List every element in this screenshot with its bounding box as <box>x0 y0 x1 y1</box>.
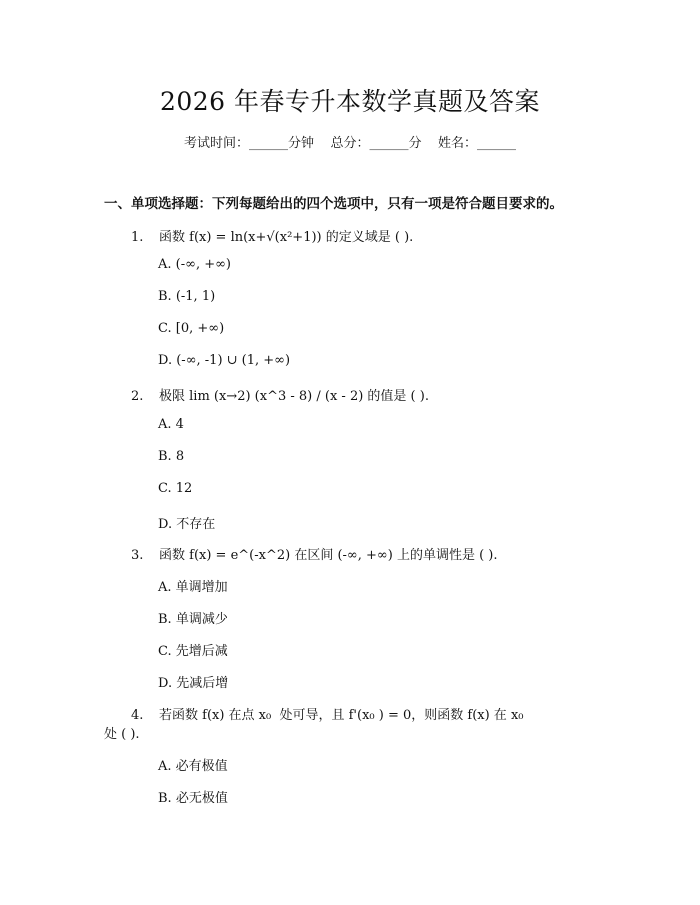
question-text-continuation: 处 ( ). <box>104 727 140 742</box>
option-a: A. 必有极值 <box>158 759 228 774</box>
page-title: 2026 年春专升本数学真题及答案 <box>159 87 541 116</box>
option-b: B. 8 <box>158 449 185 464</box>
option-a: A. (-∞, +∞) <box>158 257 232 272</box>
question-4 <box>131 704 523 723</box>
question-number: 4. <box>131 708 144 723</box>
question-number: 3. <box>131 548 144 563</box>
question-2 <box>131 385 429 404</box>
option-a: A. 4 <box>158 417 184 432</box>
exam-meta-line: 考试时间：______分钟 总分：______分 姓名：______ <box>183 136 517 151</box>
question-text: 函数 f(x) = e^(-x^2) 在区间 (-∞, +∞) 上的单调性是 ( ). <box>159 548 498 563</box>
option-d: D. 先减后增 <box>158 676 229 691</box>
question-1 <box>131 226 413 245</box>
option-a: A. 单调增加 <box>158 580 228 595</box>
option-d: D. 不存在 <box>158 517 216 532</box>
option-c: C. 12 <box>158 481 193 496</box>
section-heading: 一、单项选择题：下列每题给出的四个选项中，只有一项是符合题目要求的。 <box>104 196 563 212</box>
question-text: 函数 f(x) = ln(x+√(x²+1)) 的定义域是 ( ). <box>159 230 414 245</box>
question-3 <box>131 544 497 563</box>
question-text: 若函数 f(x) 在点 x₀ 处可导，且 f'(x₀ ) = 0，则函数 f(x) 在 x₀ <box>159 708 524 723</box>
option-c: C. [0, +∞) <box>158 321 225 336</box>
option-d: D. (-∞, -1) ∪ (1, +∞) <box>158 353 291 368</box>
question-text: 极限 lim (x→2) (x^3 - 8) / (x - 2) 的值是 ( ). <box>159 389 429 404</box>
option-b: B. 必无极值 <box>158 791 228 806</box>
question-number: 1. <box>131 230 144 245</box>
option-b: B. (-1, 1) <box>158 289 216 304</box>
question-number: 2. <box>131 389 144 404</box>
option-c: C. 先增后减 <box>158 644 228 659</box>
option-b: B. 单调减少 <box>158 612 228 627</box>
